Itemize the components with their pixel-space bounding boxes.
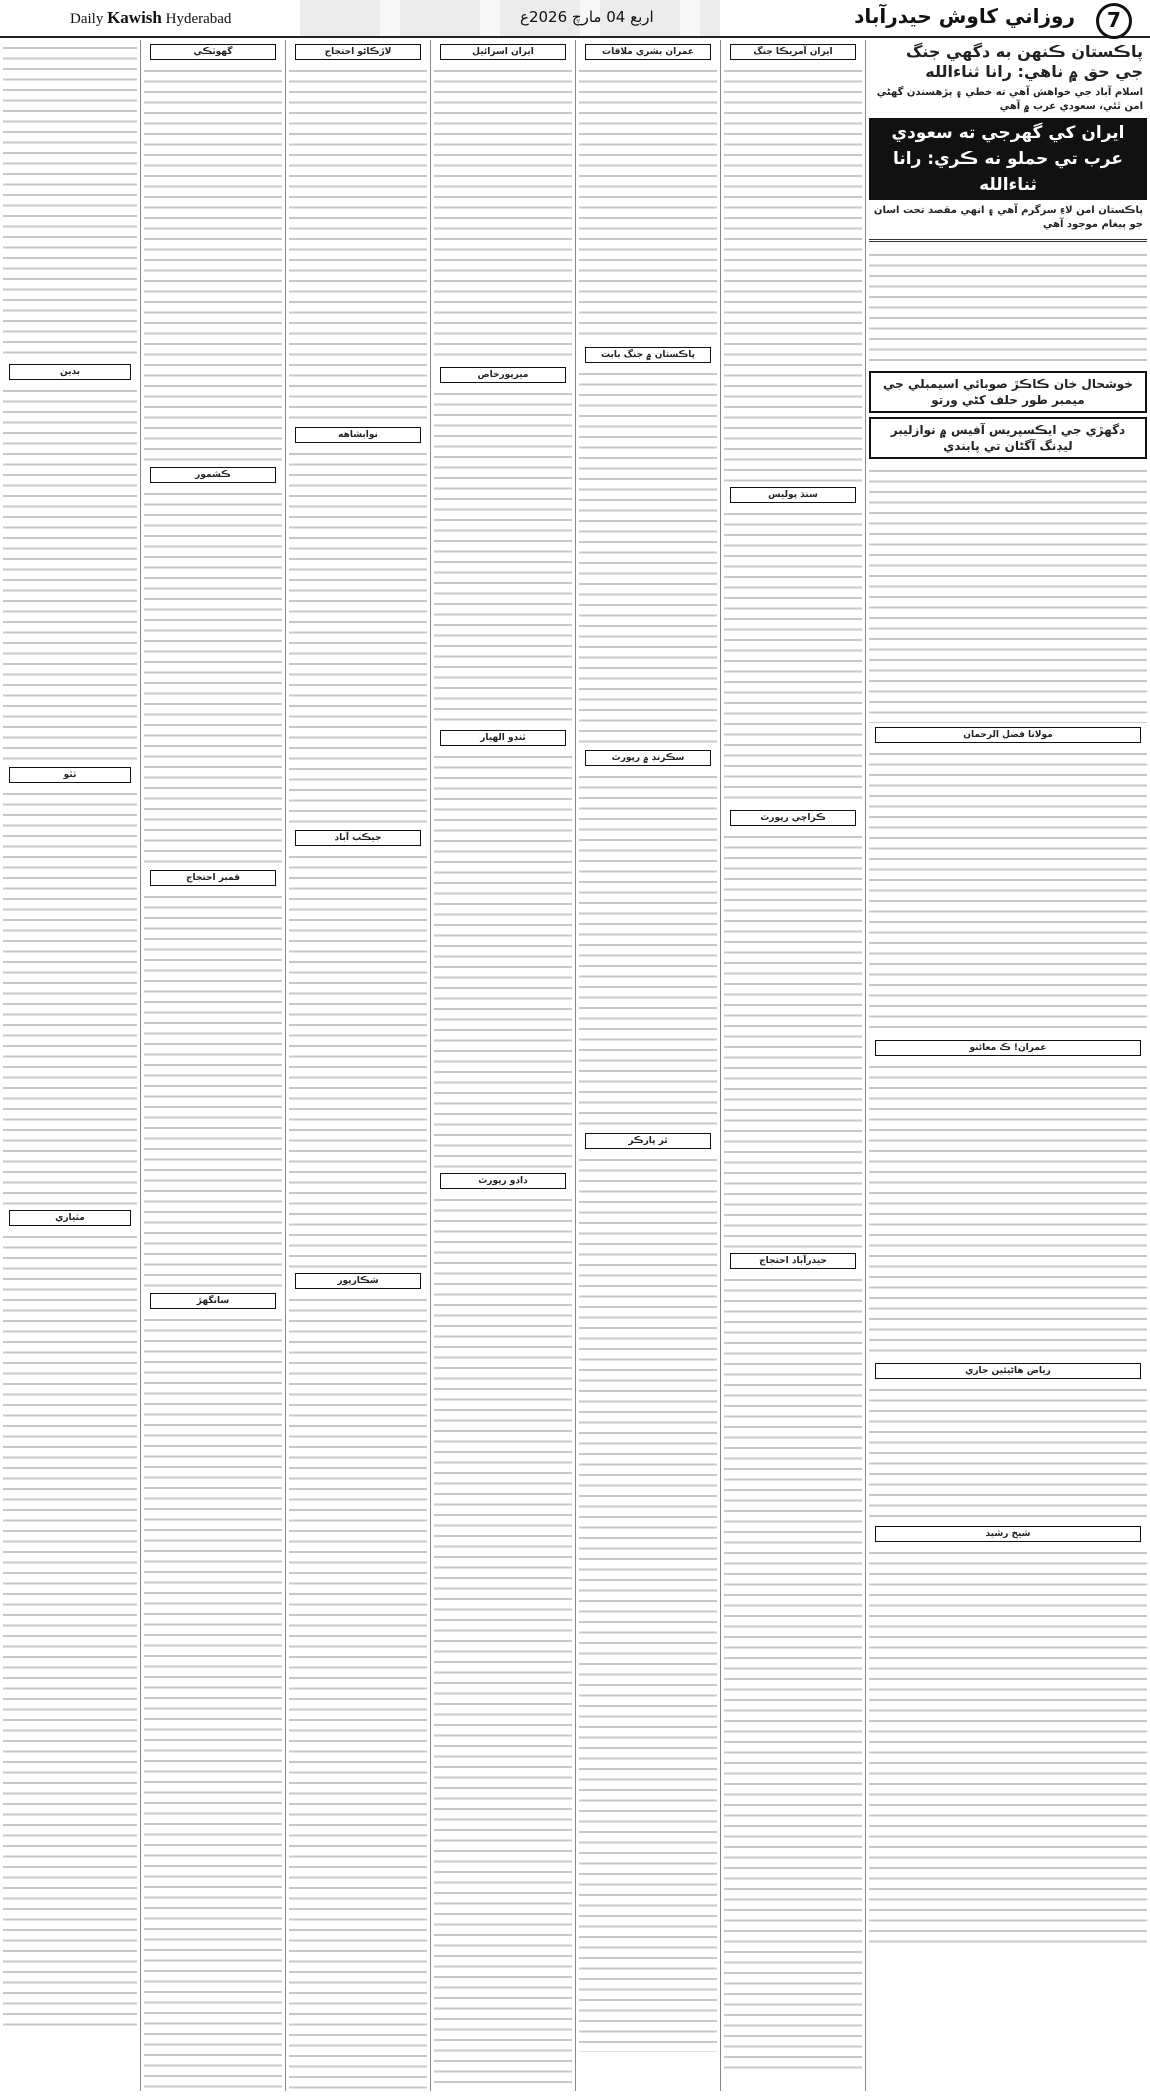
- article-body-text: [869, 1545, 1147, 1945]
- headline-fazl: مولانا فضل الرحمان: [875, 727, 1141, 743]
- column-6: [140, 40, 285, 2091]
- column-5: [285, 40, 430, 2091]
- headline-imran-bushra: عمران بشري ملاقات: [585, 44, 711, 60]
- article-body-text: [144, 486, 282, 866]
- issue-date: اربع 04 مارچ 2026ع: [520, 8, 654, 26]
- headline-qambar: قمبر احتجاج: [150, 870, 276, 886]
- article-body-text: [869, 1059, 1147, 1359]
- column-4: [430, 40, 575, 2091]
- masthead-watermark: [300, 0, 720, 36]
- headline-iran-us-war: ايران آمريڪا جنگ: [730, 44, 856, 60]
- headline-sakrand: سڪرنڊ ۾ رپورٽ: [585, 750, 711, 766]
- headline-tharparkar: ٿر پارڪر: [585, 1133, 711, 1149]
- lead-subhead-2: پاڪستان امن لاءِ سرگرم آهي ۽ انهي مقصد تحت اسان جو پيغام موجود آهي: [873, 205, 1143, 230]
- headline-kakar-oath: خوشحال خان ڪاڪڙ صوبائي اسيمبلي جي ميمبر طور حلف کڻي ورتو: [869, 371, 1147, 413]
- headline-mirpurkhas: ميرپورخاص: [440, 367, 566, 383]
- article-body-text: [579, 769, 717, 1129]
- masthead-english-title: [70, 8, 231, 28]
- article-body-text: [289, 849, 427, 1269]
- headline-pakistan-war: پاڪستان ۾ جنگ بابت: [585, 347, 711, 363]
- article-body-text: [869, 1382, 1147, 1522]
- lead-headline: پاڪستان ڪنهن به دگهي جنگ جي حق ۾ ناهي: رانا ثناءالله: [905, 42, 1143, 81]
- article-body-text: [3, 383, 137, 763]
- city-name: Hyderabad: [165, 11, 232, 27]
- article-body-text: [434, 1192, 572, 2091]
- paper-word: Daily: [70, 11, 104, 27]
- lead-banner: ايران کي گهرجي ته سعودي عرب تي حملو نه ڪري: رانا ثناءالله: [869, 118, 1147, 200]
- article-body-text: [724, 506, 862, 806]
- headline-kashmore: ڪشمور: [150, 467, 276, 483]
- article-body-text: [579, 63, 717, 343]
- article-body-text: [869, 746, 1147, 1036]
- article-body-text: [579, 1152, 717, 2052]
- article-body-text: [144, 63, 282, 463]
- article-body-text: [579, 366, 717, 746]
- headline-express-office: دگهڙي جي ايڪسپريس آفيس ۾ نوازليبر ليڊنگ آگڻان تي پابندي: [869, 417, 1147, 459]
- masthead-sindhi-title: روزاني كاوش حيدرآباد: [854, 4, 1075, 28]
- article-body-text: [724, 829, 862, 1249]
- headline-tando-allahyar: ٽنڊو الهيار: [440, 730, 566, 746]
- article-body-text: [434, 749, 572, 1169]
- article-body-text: [144, 889, 282, 1289]
- headline-imran-inspection: عمران! ڪ معائنو: [875, 1040, 1141, 1056]
- masthead: [0, 0, 1150, 38]
- article-body-text: [434, 386, 572, 726]
- headline-riaz: رياض هاڻيئين جاري: [875, 1363, 1141, 1379]
- column-7: [0, 40, 140, 2091]
- headline-sindh-police: سنڌ پوليس: [730, 487, 856, 503]
- headline-iran-israel: ايران اسرائيل: [440, 44, 566, 60]
- article-body-text: [869, 463, 1147, 723]
- headline-ghotki: گهوٽڪي: [150, 44, 276, 60]
- lead-body-text: [869, 247, 1147, 367]
- headline-sheikh-rasheed: شيخ رشيد: [875, 1526, 1141, 1542]
- headline-badin: بدين: [9, 364, 131, 380]
- article-body-text: [3, 786, 137, 1206]
- headline-nawabshah: نوابشاهه: [295, 427, 421, 443]
- article-body-text: [289, 63, 427, 423]
- headline-thatta: ٺٽو: [9, 767, 131, 783]
- brand-name: Kawish: [107, 8, 162, 27]
- lead-subhead: اسلام آباد جي خواهش آهي ته خطي ۽ پڙهسندن گهڻي امن ٿئي، سعودي عرب ۾ آهي: [876, 87, 1143, 112]
- article-body-text: [3, 1229, 137, 2029]
- article-body-text: [434, 63, 572, 363]
- column-3: [575, 40, 720, 2091]
- headline-shikarpur: شڪارپور: [295, 1273, 421, 1289]
- article-body-text: [724, 1272, 862, 2072]
- headline-matiari: مٽياري: [9, 1210, 131, 1226]
- article-body-text: [144, 1312, 282, 2091]
- headline-hyderabad-protest: حيدرآباد احتجاج: [730, 1253, 856, 1269]
- article-body-text: [289, 446, 427, 826]
- headline-dadu: دادو رپورٽ: [440, 1173, 566, 1189]
- headline-karachi: ڪراچي رپورٽ: [730, 810, 856, 826]
- article-body-text: [289, 1292, 427, 2091]
- headline-sanghar: سانگهڙ: [150, 1293, 276, 1309]
- article-body-text: [724, 63, 862, 483]
- column-2: [720, 40, 865, 2091]
- page-number: 7: [1096, 3, 1132, 39]
- headline-jacobabad: جيڪب آباد: [295, 830, 421, 846]
- column-lead: [865, 40, 1150, 2091]
- headline-larkana: لاڙڪاڻو احتجاج: [295, 44, 421, 60]
- article-body-text: [3, 40, 137, 360]
